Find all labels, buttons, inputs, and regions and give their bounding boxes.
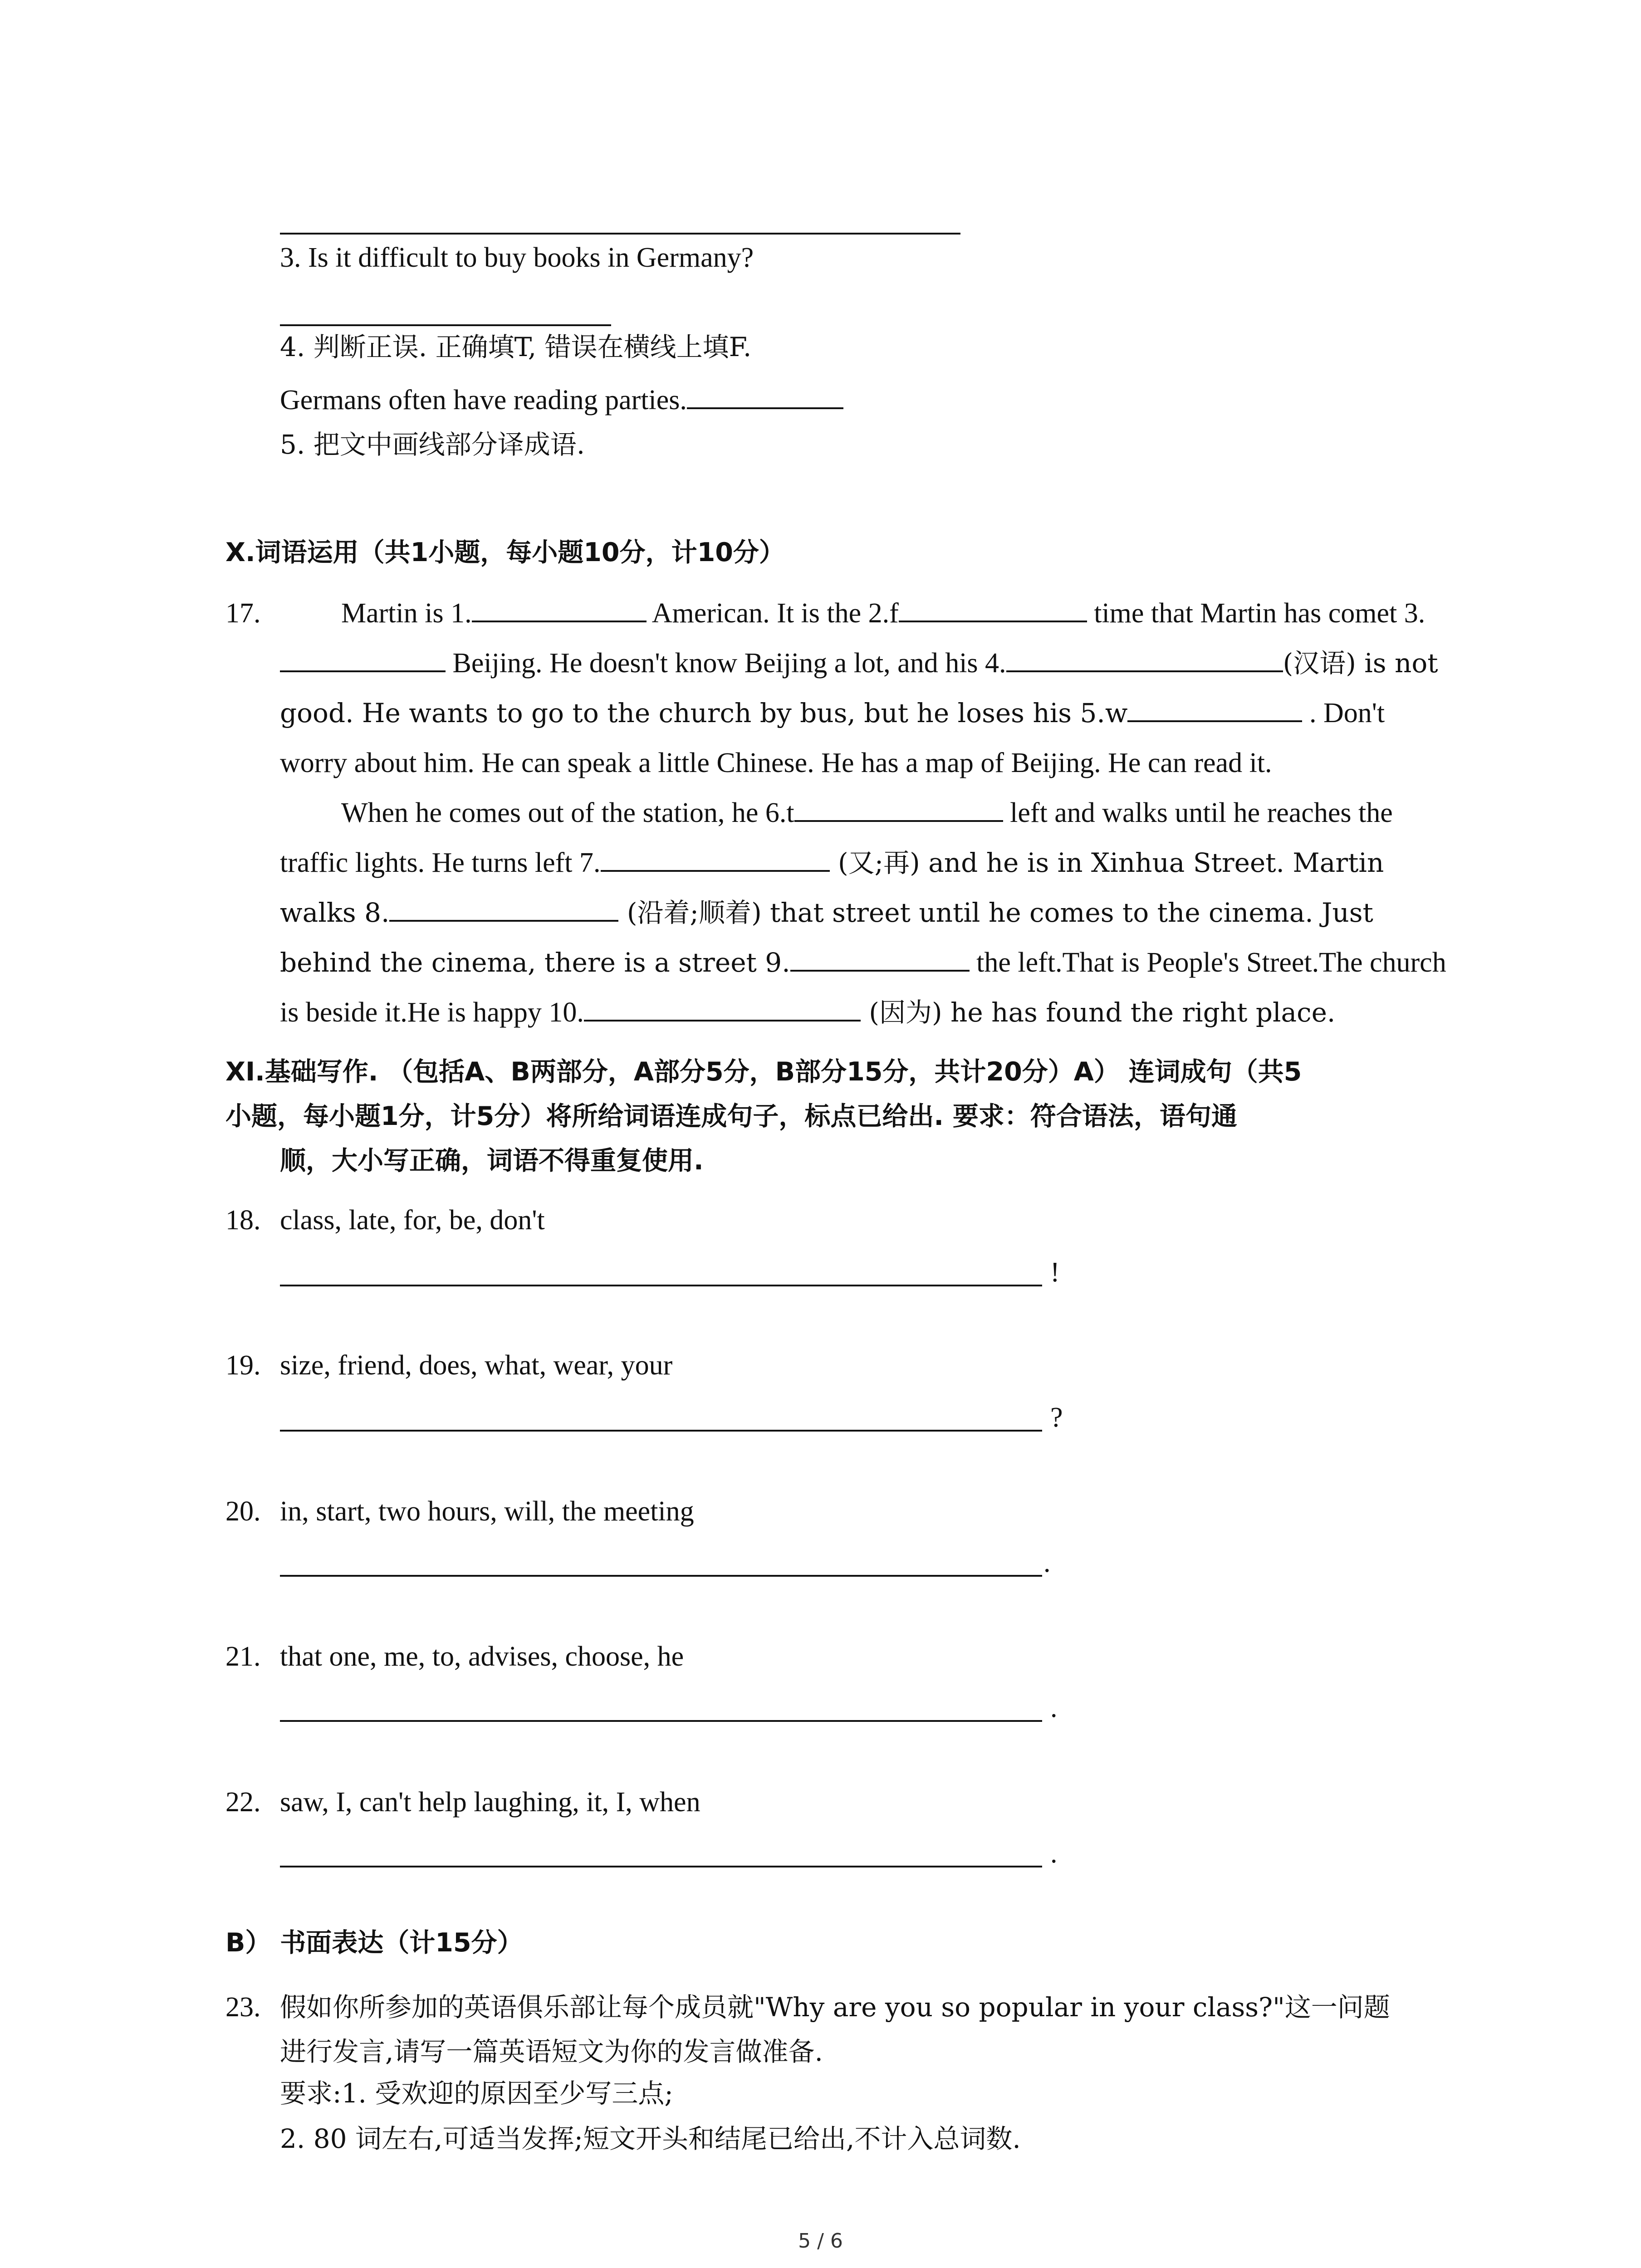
- blank-4[interactable]: [1006, 644, 1283, 672]
- question-23-number: 23.: [225, 1992, 261, 2023]
- question-23-line-2: 进行发言,请写一篇英语短文为你的发言做准备.: [280, 2036, 823, 2067]
- answer-blank-q4[interactable]: [687, 381, 843, 409]
- question-17-number: 17.: [225, 598, 261, 629]
- answer-line-q3: [280, 324, 611, 326]
- blank-3[interactable]: [280, 644, 446, 672]
- answer-line-18[interactable]: [280, 1285, 1042, 1286]
- question-22-punctuation: .: [1050, 1838, 1058, 1869]
- answer-line-q2: [280, 233, 960, 235]
- question-21-punctuation: .: [1050, 1692, 1058, 1723]
- question-4-instruction: 4. 判断正误. 正确填T, 错误在横线上填F.: [280, 332, 752, 362]
- blank-6[interactable]: [794, 794, 1003, 822]
- question-17-paragraph-2: When he comes out of the station, he 6.t left and walks until he reaches the traffic lights. He turns left 7. (又;再) and he is in Xinhua Street. Martin walks 8. (沿着;顺着) that street until he comes to the cinema. Just behind the cinema, there is a street 9. the left.That is People's Street.The church is beside it.He is happy 10. (因为) he has found the right place.: [280, 788, 1455, 1037]
- blank-9[interactable]: [790, 943, 970, 972]
- question-17-paragraph-1: Martin is 1. American. It is the 2.f time that Martin has comet 3. Beijing. He doesn't know Beijing a lot, and his 4. (汉语) is not good. He wants to go to the church by bus, but he loses his 5.w . Don't worry about him. He can speak a little Chinese. He has a map of Beijing. He can read it.: [280, 588, 1455, 788]
- question-21-words: that one, me, to, advises, choose, he: [280, 1641, 684, 1672]
- section-10-heading: X.词语运用（共1小题，每小题10分，计10分）: [225, 538, 785, 567]
- question-5: 5. 把文中画线部分译成语.: [280, 429, 585, 460]
- section-11-heading-line-1: XI.基础写作. （包括A、B两部分，A部分5分，B部分15分，共计20分）A） 连词成句（共5: [225, 1057, 1302, 1087]
- question-19-number: 19.: [225, 1350, 261, 1381]
- blank-2[interactable]: [899, 594, 1087, 622]
- question-23-line-1: 假如你所参加的英语俱乐部让每个成员就"Why are you so popular in your class?"这一问题: [280, 1992, 1390, 2023]
- question-20-words: in, start, two hours, will, the meeting: [280, 1496, 694, 1527]
- answer-line-20[interactable]: [280, 1575, 1042, 1577]
- answer-line-22[interactable]: [280, 1866, 1042, 1867]
- section-11-heading-line-2: 小题，每小题1分，计5分）将所给词语连成句子，标点已给出. 要求：符合语法，语句通: [225, 1101, 1237, 1131]
- question-20-punctuation: .: [1043, 1547, 1051, 1578]
- question-4-statement-text: Germans often have reading parties.: [280, 385, 687, 415]
- question-18-punctuation: !: [1050, 1257, 1060, 1288]
- question-18-number: 18.: [225, 1205, 261, 1236]
- part-b-heading: B） 书面表达（计15分）: [225, 1928, 523, 1958]
- question-21-number: 21.: [225, 1641, 261, 1672]
- blank-10[interactable]: [584, 993, 861, 1022]
- question-19-punctuation: ?: [1050, 1402, 1063, 1433]
- question-22-number: 22.: [225, 1787, 261, 1818]
- blank-7[interactable]: [601, 844, 830, 872]
- blank-5[interactable]: [1127, 694, 1302, 722]
- question-20-number: 20.: [225, 1496, 261, 1527]
- question-4-statement: [280, 381, 843, 418]
- page-number: 5 / 6: [798, 2229, 843, 2253]
- question-3: 3. Is it difficult to buy books in Germany?: [280, 242, 754, 273]
- question-19-words: size, friend, does, what, wear, your: [280, 1350, 673, 1381]
- question-22-words: saw, I, can't help laughing, it, I, when: [280, 1787, 700, 1818]
- answer-line-21[interactable]: [280, 1720, 1042, 1722]
- section-11-heading-line-3: 顺，大小写正确，词语不得重复使用.: [280, 1146, 704, 1176]
- question-18-words: class, late, for, be, don't: [280, 1205, 545, 1236]
- blank-1[interactable]: [472, 594, 647, 622]
- question-23-line-4: 2. 80 词左右,可适当发挥;短文开头和结尾已给出,不计入总词数.: [280, 2123, 1021, 2154]
- question-23-line-3: 要求:1. 受欢迎的原因至少写三点;: [280, 2078, 673, 2109]
- answer-line-19[interactable]: [280, 1430, 1042, 1432]
- blank-8[interactable]: [389, 894, 618, 922]
